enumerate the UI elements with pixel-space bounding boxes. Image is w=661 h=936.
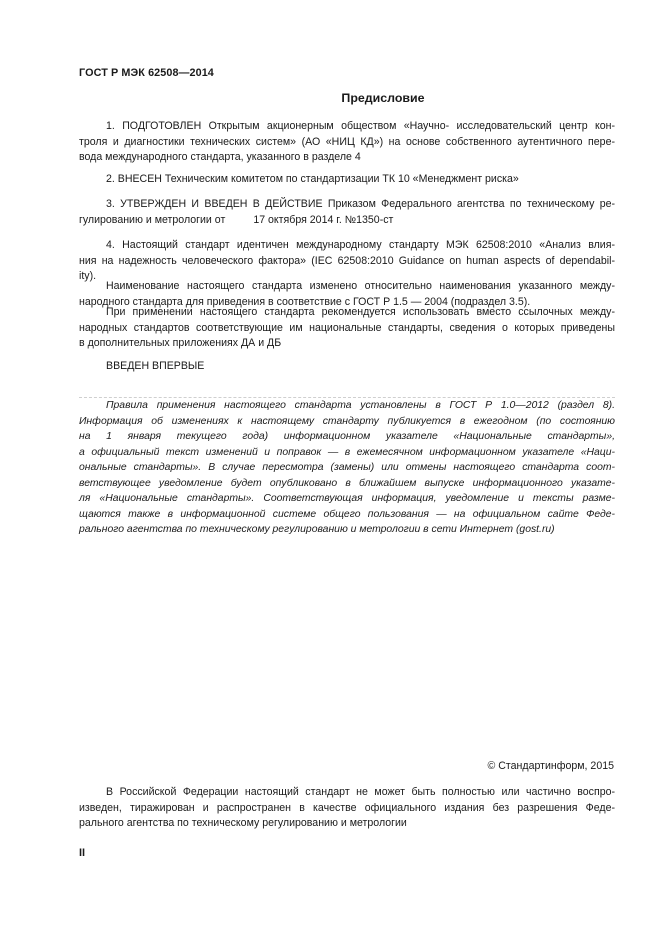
foreword-item-5-line: Наименование настоящего стандарта изменено относительно наименования указанного между-: [106, 280, 615, 292]
rights-line: В Российской Федерации настоящий стандарт не может быть полностью или частично воспро-: [106, 786, 615, 798]
notice-line: ветствующее уведомление будет опубликовано в ближайшем выпуске информационного указате-: [79, 477, 615, 489]
page-title: Предисловие: [341, 91, 425, 105]
foreword-item-4-line: ity).: [79, 270, 97, 282]
reproduction-rights: [79, 785, 615, 832]
foreword-item-1-line: троля и диагностики технических систем» (АО «НИЦ КД») на основе собственного аутентичного пере-: [79, 135, 615, 148]
foreword-item-2: [79, 172, 615, 188]
foreword-item-3: [79, 197, 615, 228]
foreword-item-7-line: ВВЕДЕН ВПЕРВЫЕ: [106, 360, 205, 372]
foreword-item-6-line: При применении настоящего стандарта рекомендуется использовать вместо ссылочных между-: [106, 306, 615, 318]
notice-line: рального агентства по техническому регулированию и метрологии в сети Интернет (gost.ru): [79, 524, 555, 535]
notice-line: на 1 января текущего года) информационном указателе «Национальные стандарты»,: [79, 431, 615, 442]
foreword-item-3-line: [79, 213, 615, 229]
foreword-item-3-order-date: 17 октября 2014 г. №1350-ст: [253, 213, 394, 226]
foreword-item-6: [79, 305, 615, 352]
rights-line: рального агентства по техническому регулированию и метрологии: [79, 817, 407, 829]
foreword-item-6-line: народных стандартов соответствующие им национальные стандарты, сведения о которых приведены: [79, 321, 615, 334]
notice-line: Информация об изменениях к настоящему стандарту публикуется в ежегодном (по состоянию: [79, 415, 615, 427]
notice-line: ля «Национальные стандарты». Соответствующая информация, уведомление и тексты разме-: [79, 493, 615, 504]
foreword-item-4-line: 4. Настоящий стандарт идентичен международному стандарту МЭК 62508:2010 «Анализ влия-: [106, 239, 615, 251]
foreword-item-1: [79, 119, 615, 166]
doc-code: ГОСТ Р МЭК 62508—2014: [79, 67, 214, 79]
foreword-item-4-line: ния на надежность человеческого фактора» (IEC 62508:2010 Guidance on human aspects of dependabil-: [79, 254, 615, 267]
foreword-item-3-line: 3. УТВЕРЖДЕН И ВВЕДЕН В ДЕЙСТВИЕ Приказом Федерального агентства по техническому ре-: [106, 198, 615, 210]
notice-line: ональные стандарты». В случае пересмотра (замены) или отмены настоящего стандарта соот-: [79, 462, 615, 473]
notice-line: а официальный текст изменений и поправок — в ежемесячном информационном указателе «Наци-: [79, 446, 615, 458]
application-rules-notice: [79, 398, 615, 538]
foreword-item-6-line: в дополнительных приложениях ДА и ДБ: [79, 337, 282, 349]
notice-line: Правила применения настоящего стандарта установлены в ГОСТ Р 1.0—2012 (раздел 8).: [106, 400, 615, 411]
notice-line: щаются также в информационной системе общего пользования — на официальном сайте Феде-: [79, 508, 615, 520]
page-number: II: [79, 847, 86, 859]
foreword-item-7: [79, 359, 615, 375]
foreword-item-4: [79, 238, 615, 285]
foreword-item-5-line: народного стандарта для приведения в соответствие с ГОСТ Р 1.5 — 2004 (подраздел 3.5).: [79, 295, 531, 308]
foreword-item-2-line: 2. ВНЕСЕН Техническим комитетом по стандартизации ТК 10 «Менеджмент риска»: [106, 173, 519, 185]
rights-line: изведен, тиражирован и распространен в качестве официального издания без разрешения Феде-: [79, 801, 615, 814]
foreword-item-1-line: вода международного стандарта, указанного в разделе 4: [79, 151, 361, 163]
copyright-notice: © Стандартинформ, 2015: [487, 760, 614, 772]
foreword-item-1-line: 1. ПОДГОТОВЛЕН Открытым акционерным обществом «Научно- исследовательский центр кон-: [106, 120, 615, 132]
foreword-item-3-approval-basis: гулированию и метрологии от: [79, 213, 226, 226]
